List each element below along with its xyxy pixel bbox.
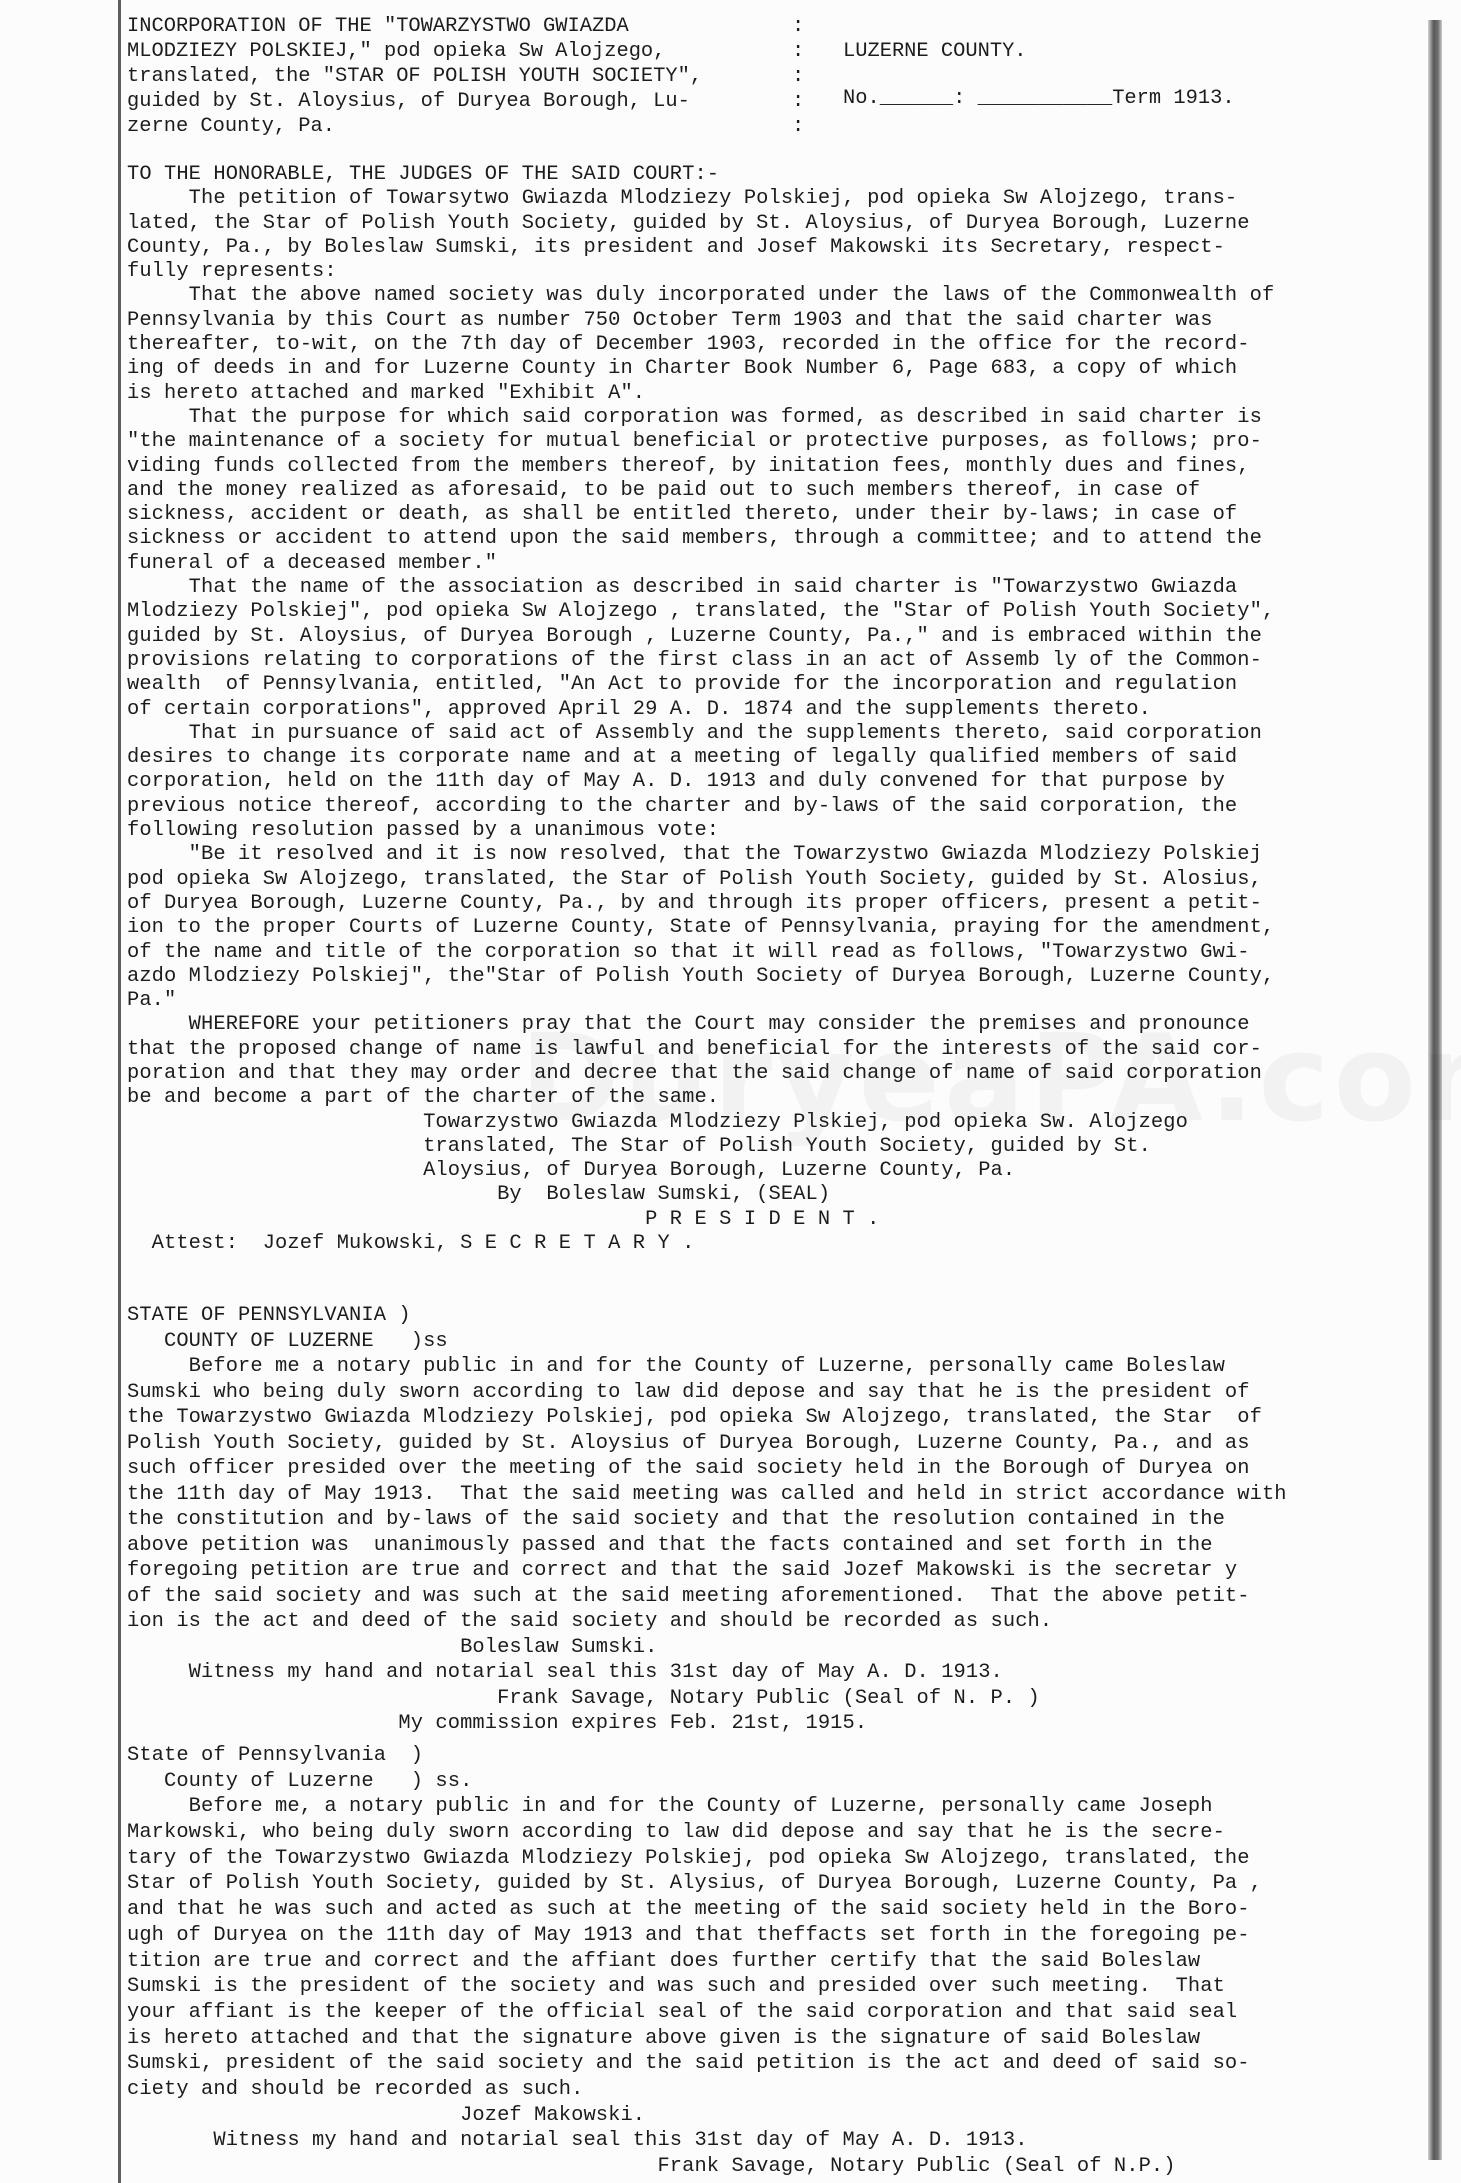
text-line: That the purpose for which said corporation was formed, as described in said charter is [127, 405, 1262, 429]
text-line: provisions relating to corporations of the first class in an act of Assemb ly of the Common- [127, 648, 1262, 672]
text-line: tition are true and correct and the affiant does further certify that the said Boleslaw [127, 1949, 1201, 1973]
text-line: corporation, held on the 11th day of May A. D. 1913 and duly convened for that purpose by [127, 770, 1225, 794]
text-line: "Be it resolved and it is now resolved, that the Towarzystwo Gwiazda Mlodziezy Polskiej [127, 843, 1262, 867]
text-line: Witness my hand and notarial seal this 31st day of May A. D. 1913. [127, 1661, 1003, 1684]
caption-colon: : [792, 15, 805, 38]
text-line: funeral of a deceased member." [127, 551, 498, 575]
text-line: ugh of Duryea on the 11th day of May 1913 and that theffacts set forth in the foregoing pe- [127, 1923, 1250, 1947]
text-line: lated, the Star of Polish Youth Society, guided by St. Aloysius, of Duryea Borough, Luzerne [127, 211, 1250, 235]
text-line: Polish Youth Society, guided by St. Aloysius of Duryea Borough, Luzerne County, Pa., and as [127, 1431, 1250, 1455]
text-line: Star of Polish Youth Society, guided by St. Alysius, of Duryea Borough, Luzerne County, Pa , [127, 1872, 1262, 1896]
text-line: pod opieka Sw Alojzego, translated, the Star of Polish Youth Society, guided by St. Alosius, [127, 867, 1262, 891]
text-line: STATE OF PENNSYLVANIA ) [127, 1304, 411, 1327]
text-line: COUNTY OF LUZERNE )ss [127, 1329, 448, 1353]
text-line: is hereto attached and marked "Exhibit A". [127, 381, 646, 405]
caption-colon: : [792, 90, 805, 113]
text-line: poration and that they may order and decree that the said change of name of said corporation [127, 1061, 1262, 1085]
text-line: Pa." [127, 989, 177, 1013]
text-line: County of Luzerne ) ss. [127, 1769, 473, 1793]
text-line: desires to change its corporate name and at a meeting of legally qualified members of said [127, 746, 1238, 770]
text-line: County, Pa., by Boleslaw Sumski, its president and Josef Makowski its Secretary, respect- [127, 235, 1225, 259]
text-line: Markowski, who being duly sworn according to law did depose and say that he is the secre- [127, 1821, 1225, 1845]
affidavit-secretary [127, 1743, 1342, 2180]
caption-line: zerne County, Pa. [127, 115, 336, 138]
caption-colon: : [792, 40, 805, 63]
text-line: TO THE HONORABLE, THE JUDGES OF THE SAID COURT:- [127, 163, 720, 186]
text-line: and the money realized as aforesaid, to be paid out to such members thereof, in case of [127, 478, 1201, 502]
text-line: viding funds collected from the members thereof, by initation fees, monthly dues and fines, [127, 454, 1250, 478]
text-line: Witness my hand and notarial seal this 31st day of May A. D. 1913. [127, 2129, 1028, 2153]
text-line: tary of the Towarzystwo Gwiazda Mlodziezy Polskiej, pod opieka Sw Alojzego, translated, the [127, 1846, 1250, 1870]
text-line: Sumski, president of the said society and the said petition is the act and deed of said so- [127, 2052, 1250, 2076]
text-line: of certain corporations", approved April 29 A. D. 1874 and the supplements thereto. [127, 697, 1151, 721]
text-line: State of Pennsylvania ) [127, 1744, 424, 1767]
caption-line: INCORPORATION OF THE "TOWARZYSTWO GWIAZDA [127, 15, 629, 38]
text-line: Towarzystwo Gwiazda Mlodziezy Plskiej, pod opieka Sw. Alojzego [127, 1110, 1188, 1134]
text-line: the 11th day of May 1913. That the said meeting was called and held in strict accordance with [127, 1482, 1287, 1506]
petition-body [127, 162, 1342, 1255]
caption-right [843, 39, 1363, 111]
text-line: Boleslaw Sumski. [127, 1635, 658, 1659]
text-line: P R E S I D E N T . [127, 1207, 880, 1231]
caption-colon: : [792, 65, 805, 88]
caption-colon: : [792, 115, 805, 138]
text-line: and that he was such and acted as such at the meeting of the said society held in the Boro- [127, 1898, 1250, 1922]
text-line: That the above named society was duly incorporated under the laws of the Commonwealth of [127, 284, 1275, 308]
text-line: ing of deeds in and for Luzerne County in Charter Book Number 6, Page 683, a copy of which [127, 357, 1238, 381]
caption-line: guided by St. Aloysius, of Duryea Borough, Lu- [127, 90, 690, 113]
spacer [843, 64, 1363, 86]
caption-line: translated, the "STAR OF POLISH YOUTH SOCIETY", [127, 65, 703, 88]
case-number-line: No.______: ___________Term 1913. [843, 87, 1235, 110]
text-line: My commission expires Feb. 21st, 1915. [127, 1712, 868, 1735]
text-line: Attest: Jozef Mukowski, S E C R E T A R Y . [127, 1232, 695, 1256]
text-line: WHEREFORE your petitioners pray that the Court may consider the premises and pronounce [127, 1013, 1250, 1037]
text-line: translated, The Star of Polish Youth Society, guided by St. [127, 1134, 1151, 1158]
text-line: sickness, accident or death, as shall be entitled thereto, under their by-laws; in case of [127, 503, 1238, 527]
text-line: azdo Mlodziezy Polskiej", the"Star of Polish Youth Society of Duryea Borough, Luzerne County, [127, 964, 1275, 988]
text-line: sickness or accident to attend upon the said members, through a committee; and to attend the [127, 527, 1262, 551]
text-line: Before me a notary public in and for the County of Luzerne, personally came Boleslaw [127, 1355, 1225, 1378]
caption-left [127, 14, 767, 139]
text-line: of the said society and was such at the said meeting aforementioned. That the above petit- [127, 1584, 1250, 1608]
text-line: of Duryea Borough, Luzerne County, Pa., by and through its proper officers, present a petit- [127, 891, 1262, 915]
text-line: following resolution passed by a unanimous vote: [127, 819, 720, 843]
text-line: Frank Savage, Notary Public (Seal of N. P. ) [127, 1686, 1040, 1710]
text-line: of the name and title of the corporation so that it will read as follows, "Towarzystwo Gwi- [127, 940, 1250, 964]
text-line: Aloysius, of Duryea Borough, Luzerne County, Pa. [127, 1159, 1016, 1183]
text-line: By Boleslaw Sumski, (SEAL) [127, 1183, 831, 1207]
caption-colons [792, 14, 812, 139]
affidavit-president [127, 1303, 1342, 1737]
text-line: Jozef Makowski. [127, 2103, 646, 2127]
text-line: your affiant is the keeper of the official seal of the said corporation and that said seal [127, 2000, 1238, 2024]
text-line: That the name of the association as described in said charter is "Towarzystwo Gwiazda [127, 576, 1238, 600]
caption-line: MLODZIEZY POLSKIEJ," pod opieka Sw Alojzego, [127, 40, 666, 63]
text-line: such officer presided over the meeting of the said society held in the Borough of Duryea on [127, 1457, 1250, 1480]
text-line: "the maintenance of a society for mutual beneficial or protective purposes, as follows; pro- [127, 430, 1262, 454]
text-line: foregoing petition are true and correct and that the said Jozef Makowski is the secretar y [127, 1559, 1238, 1582]
text-line: Pennsylvania by this Court as number 750 October Term 1903 and that the said charter was [127, 308, 1213, 332]
text-line: fully represents: [127, 260, 337, 284]
text-line: the constitution and by-laws of the said society and that the resolution contained in the [127, 1508, 1225, 1531]
text-line: ion is the act and deed of the said society and should be recorded as such. [127, 1610, 1053, 1633]
text-line: Frank Savage, Notary Public (Seal of N.P.) [127, 2155, 1176, 2178]
text-line: Sumski who being duly sworn according to law did depose and say that he is the president of [127, 1380, 1250, 1404]
text-line: previous notice thereof, according to the charter and by-laws of the said corporation, the [127, 794, 1238, 818]
text-line: ion to the proper Courts of Luzerne County, State of Pennsylvania, praying for the amendment, [127, 916, 1275, 940]
text-line: thereafter, to-wit, on the 7th day of December 1903, recorded in the office for the record- [127, 333, 1250, 357]
text-line: be and become a part of the charter of the same. [127, 1086, 720, 1110]
text-line: Before me, a notary public in and for the County of Luzerne, personally came Joseph [127, 1795, 1213, 1819]
page-edge-left [118, 0, 121, 2183]
text-line: The petition of Towarsytwo Gwiazda Mlodziezy Polskiej, pod opieka Sw Alojzego, trans- [127, 187, 1238, 211]
text-line: Sumski is the president of the society and was such and presided over such meeting. That [127, 1975, 1225, 1999]
text-line: ciety and should be recorded as such. [127, 2077, 584, 2101]
text-line: is hereto attached and that the signature above given is the signature of said Boleslaw [127, 2026, 1201, 2050]
court-name: LUZERNE COUNTY. [843, 40, 1027, 63]
text-line: that the proposed change of name is lawful and beneficial for the interests of the said cor- [127, 1037, 1262, 1061]
text-line: Mlodziezy Polskiej", pod opieka Sw Alojzego , translated, the "Star of Polish Youth Society", [127, 600, 1275, 624]
text-line: the Towarzystwo Gwiazda Mlodziezy Polskiej, pod opieka Sw Alojzego, translated, the Star of [127, 1406, 1262, 1429]
text-line: That in pursuance of said act of Assembly and the supplements thereto, said corporation [127, 721, 1262, 745]
text-line: wealth of Pennsylvania, entitled, "An Act to provide for the incorporation and regulation [127, 673, 1238, 697]
text-line: guided by St. Aloysius, of Duryea Borough , Luzerne County, Pa.," and is embraced within the [127, 624, 1262, 648]
text-line: above petition was unanimously passed and that the facts contained and set forth in the [127, 1533, 1213, 1557]
